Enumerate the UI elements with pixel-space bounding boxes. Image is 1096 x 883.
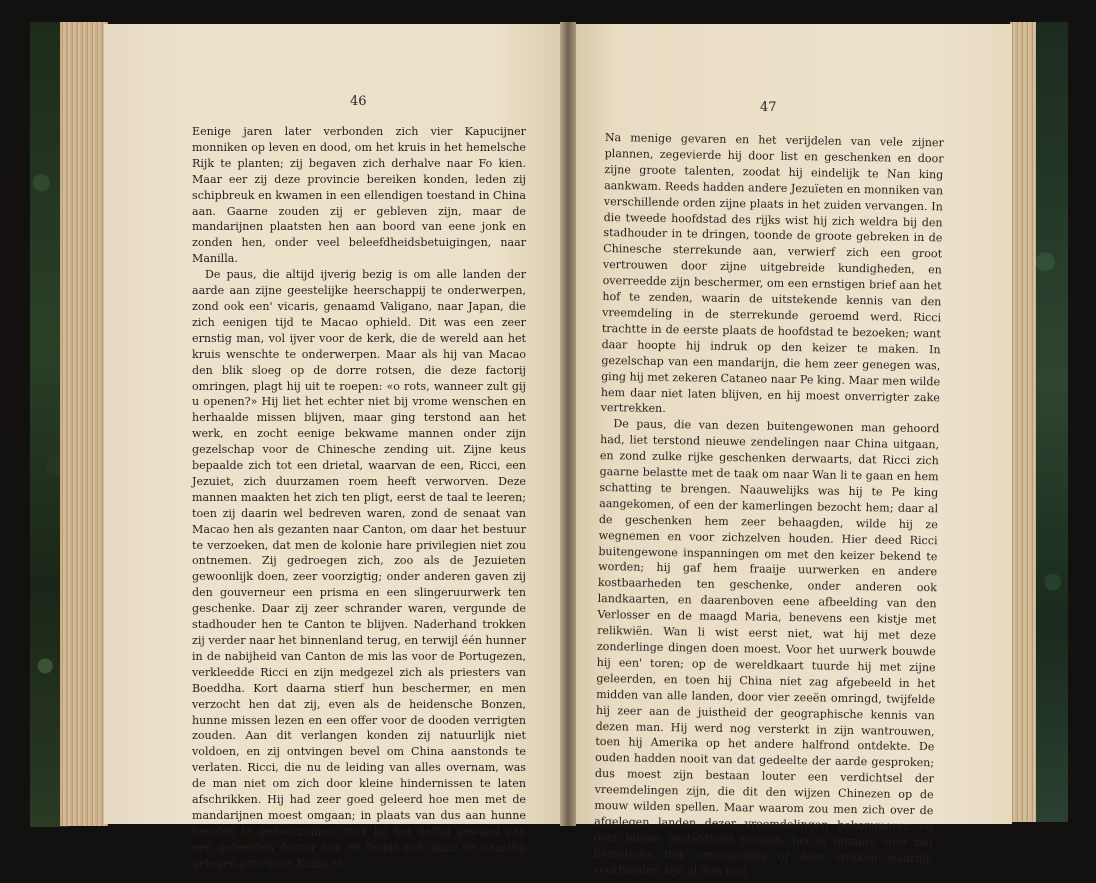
page-number-left: 46	[350, 94, 367, 109]
book-gutter	[560, 22, 576, 826]
paragraph: Eenige jaren later verbonden zich vier Kapucijner monniken op leven en dood, om het kruis in het hemelsche Rijk te planten; zij begaven zich derhalve naar Fo kien. Maar eer zij deze provincie bereiken konden, leden zij schipbreuk en kwamen in een ellendigen toestand in China aan. Gaarne zouden zij er gebleven zijn, maar de mandarijnen plaatsten hen aan boord van eene jonk en zonden hen, onder veel beleefdheidsbetuigingen, naar Manilla.	[192, 125, 526, 266]
page-number-right: 47	[760, 100, 777, 115]
right-page-text	[593, 130, 944, 883]
paragraph: De paus, die altijd ijverig bezig is om alle landen der aarde aan zijne geestelijke heerschappij te onderwerpen, zond ook een' vicaris, genaamd Valigano, naar Japan, die zich eenigen tijd te Macao ophield. Dit was een zeer ernstig man, vol ijver voor de kerk, die de wereld aan het kruis wenschte te onderwerpen. Maar als hij van Macao den blik sloeg op de dorre rotsen, die deze factorij omringen, plagt hij uit te roepen: «o rots, wanneer zult gij u openen?» Hij liet het echter niet bij vrome wenschen en herhaalde missen blijven, maar ging terstond aan het werk, en zocht eenige bekwame mannen onder zijn gezelschap voor de Chinesche zending uit. Zijne keus bepaalde zich tot een drietal, waarvan de een, Ricci, een Jezuiet, zich duurzamen roem heeft verworven. Deze mannen maakten het zich ten pligt, eerst de taal te leeren; toen zij daarin wel bedreven waren, zond de senaat van Macao hen als gezanten naar Canton, om daar het bestuur te verzoeken, dat men de kolonie hare privilegien niet zou ontnemen. Zij gedroegen zich, zoo als de Jezuieten gewoonlijk doen, zeer voorzigtig; onder anderen gaven zij den gouverneur een prisma en een slingeruurwerk ten geschenke. Daar zij zeer schrander waren, vergunde de stadhouder hen te Canton te blijven. Naderhand trokken zij verder naar het binnenland terug, en terwijl één hunner in de nabijheid van Canton de mis las voor de Portugezen, verkleedde Ricci en zijn medgezel zich als priesters van Boeddha. Kort daarna stierf hun beschermer, en men verzocht hen dat zij, even als de heidensche Bonzen, hunne missen lezen en een offer voor de dooden verrigten zouden. Aan dit verlangen konden zij natuurlijk niet voldoen, en zij ontvingen bevel om China aanstonds te verlaten. Ricci, die nu de leiding van alles overnam, was de man niet om zich door kleine hindernissen te laten afschrikken. Hij had zeer goed geleerd hoe men met de mandarijnen moest omgaan; in plaats van dus aan hunne bevelen te gehoorzamen, trok hij het deftig gewaad van een geleerden doctor aan en begaf zich naar de naastbij gelegen provincie Kiang si.	[192, 268, 526, 870]
page-edges-right	[1010, 22, 1036, 822]
page-edges-left	[60, 22, 108, 826]
paragraph: Na menige gevaren en het verijdelen van vele zijner plannen, zegevierde hij door list en geschenken en door zijne groote talenten, zoodat hij eindelijk te Nan king aankwam. Reeds hadden andere Jezuïeten en monniken van verschillende orden zijne plaats in het zuiden vervangen. In die tweede hoofdstad des rijks wist hij zich weldra bij den stadhouder in te dringen, toonde de groote gebreken in de Chinesche sterrekunde aan, verwierf zich een groot vertrouwen door zijne uitgebreide kundigheden, en overreedde zijn beschermer, om een ernstigen brief aan het hof te zenden, waarin de uitstekende kennis van den vreemdeling in de sterrekunde geroemd werd. Ricci trachtte in de eerste plaats de hoofdstad te bezoeken; want daar hoopte hij indruk op den keizer te maken. In gezelschap van een mandarijn, die hem zeer genegen was, ging hij met zekeren Cataneo naar Pe king. Maar men wilde hem daar niet laten blijven, en hij moest onverrigter zake vertrekken.	[600, 130, 944, 416]
paragraph: De paus, die van dezen buitengewonen man gehoord had, liet terstond nieuwe zendelingen naar China uitgaan, en zond zulke rijke geschenken derwaarts, dat Ricci zich gaarne belastte met de taak om naar Wan li te gaan en hem schatting te brengen. Naauwelijks was hij te Pe king aangekomen, of een der kamerlingen bezocht hem; daar al de geschenken hem zeer behaagden, wilde hij ze wegnemen en voor zichzelven houden. Hier deed Ricci buitengewone inspanningen om met den keizer bekend te worden; hij gaf hem fraaije uurwerken en andere kostbaarheden ten geschenke, onder anderen ook landkaarten, en daarenboven eene afbeelding van den Verlosser en de maagd Maria, benevens een kistje met relikwiën. Wan li wist eerst niet, wat hij met deze zonderlinge dingen doen moest. Voor het uurwerk bouwde hij een' toren; op de wereldkaart tuurde hij met zijne geleerden, en toen hij China niet zag afgebeeld in het midden van alle landen, door vier zeeën omringd, twijfelde hij zeer aan de juistheid der geographische kennis van dezen man. Hij werd nog versterkt in zijn wantrouwen, toen hij Amerika op het andere halfrond ontdekte. De ouden hadden nooit van dat gedeelte der aarde gesproken; dus moest zijn bestaan louter een verdichtsel der vreemdelingen zijn, die dit den wijzen Chinezen op de mouw wilden spellen. Maar waarom zou men zich over de afgelegen landen dezer vreemdelingen bekommeren en over hunne gesteldheid twisten, het is immers voor het hemelsche Rijk onverschillig of deze streken waarlijk voorhanden zijn al dan niet.	[593, 417, 940, 879]
left-page-text	[192, 124, 526, 872]
